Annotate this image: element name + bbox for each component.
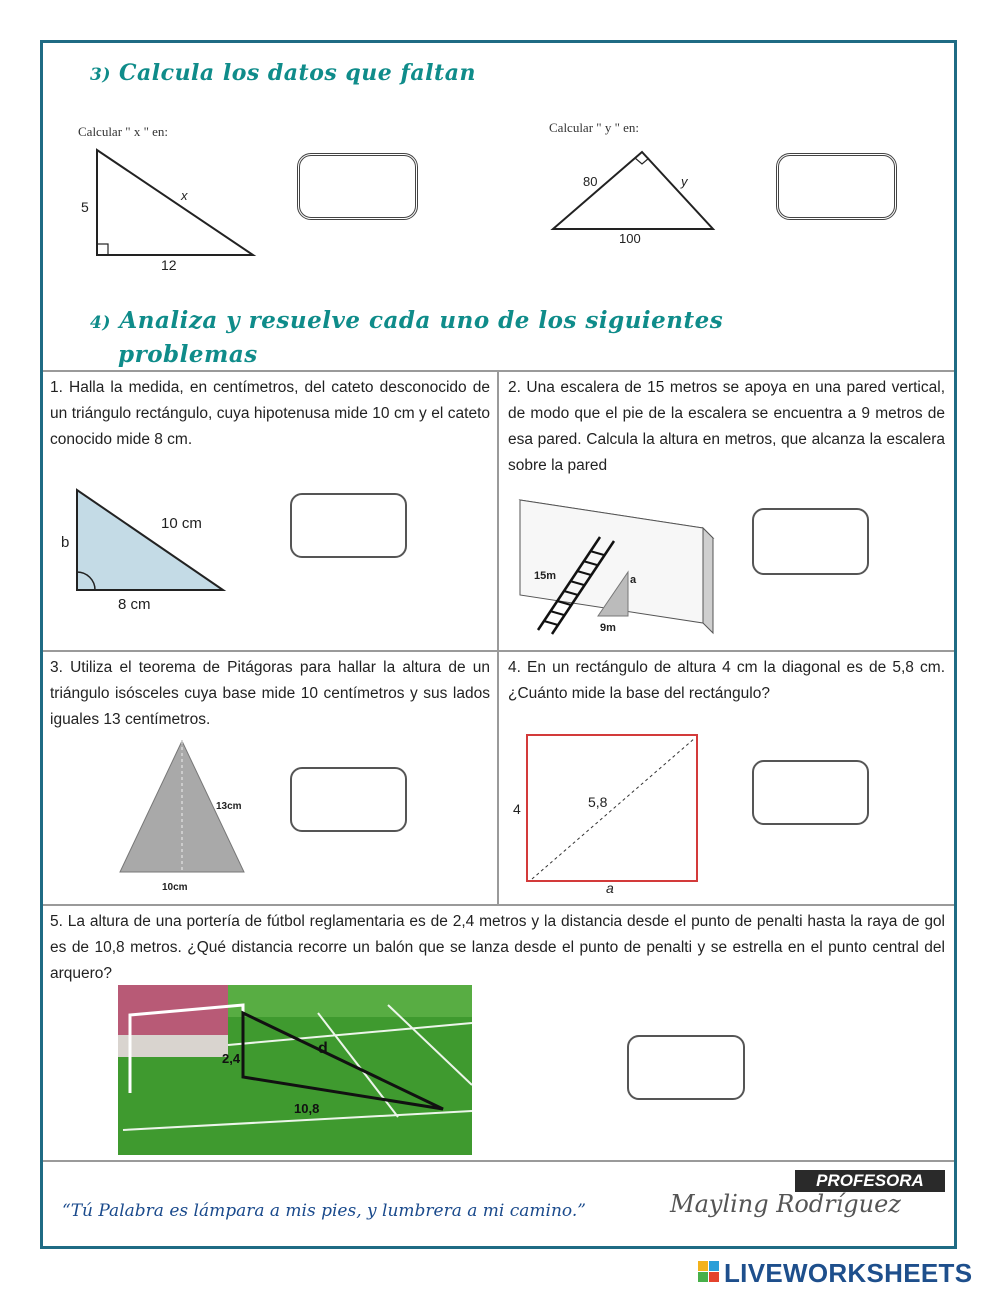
grid-vertical-line xyxy=(497,370,499,905)
grid-bottom-line xyxy=(43,1160,954,1162)
section-4-line2: problemas xyxy=(118,341,258,368)
problem-2-label-base: 9m xyxy=(600,622,616,634)
problem-2-figure xyxy=(518,490,723,635)
section-3-text: Calcula los datos que faltan xyxy=(119,60,476,86)
teacher-signature: Mayling Rodríguez xyxy=(670,1190,901,1218)
problem-3-label-side: 13cm xyxy=(216,801,242,812)
problem-1-label-b: b xyxy=(61,534,70,551)
problem-1-figure xyxy=(55,480,235,615)
answer-box-problem-2[interactable] xyxy=(752,508,869,575)
problem-2-label-ladder: 15m xyxy=(534,570,557,582)
teacher-badge-text: PROFESORA xyxy=(816,1171,924,1190)
liveworksheets-logo-text: LIVEWORKSHEETS xyxy=(724,1258,973,1288)
answer-box-x[interactable] xyxy=(297,153,418,220)
answer-box-y[interactable] xyxy=(776,153,897,220)
problem-1-label-hyp: 10 cm xyxy=(161,515,202,532)
label-x: x xyxy=(181,188,188,203)
label-y: y xyxy=(681,174,688,189)
answer-box-problem-5[interactable] xyxy=(627,1035,745,1100)
footer-quote: “Tú Palabra es lámpara a mis pies, y lumbrera a mi camino.” xyxy=(62,1201,586,1221)
exercise-y-prompt: Calcular " y " en: xyxy=(549,120,640,135)
section-4-number: 4) xyxy=(90,313,111,333)
problem-3-label-base: 10cm xyxy=(162,882,188,893)
problem-5-label-distance: d xyxy=(318,1040,328,1057)
section-4-line1: Analiza y resuelve cada uno de los siguientes xyxy=(119,307,724,334)
right-triangle-y-figure xyxy=(545,140,725,250)
teacher-badge xyxy=(795,1170,945,1192)
problem-4-figure xyxy=(508,730,708,895)
problem-5-text: 5. La altura de una portería de fútbol reglamentaria es de 2,4 metros y la distancia desde el punto de penalti hasta la raya de gol es de 10,8 metros. ¿Qué distancia recorre un balón que se lanza desde el punto de penalti y se estrella en el punto central del arquero? xyxy=(50,913,945,982)
problem-5-label-height: 2,4 xyxy=(222,1051,241,1066)
problem-2-label-height: a xyxy=(630,574,637,586)
section-3-number: 3) xyxy=(90,65,111,85)
right-triangle-x-figure xyxy=(75,140,275,275)
problem-3-text: 3. Utiliza el teorema de Pitágoras para hallar la altura de un triángulo isósceles cuya base mide 10 centímetros y sus lados iguales 13 centímetros. xyxy=(50,659,490,728)
answer-box-problem-3[interactable] xyxy=(290,767,407,832)
problem-2-text: 2. Una escalera de 15 metros se apoya en una pared vertical, de modo que el pie de la escalera se encuentra a 9 metros de esa pared. Calcula la altura en metros, que alcanza la escalera sobre la pared xyxy=(508,379,945,474)
problem-5-label-base: 10,8 xyxy=(294,1101,320,1116)
problem-4-label-base: a xyxy=(606,880,614,895)
label-5: 5 xyxy=(81,199,89,215)
section-4-title xyxy=(90,305,870,371)
problem-3-figure xyxy=(112,738,272,896)
answer-box-problem-1[interactable] xyxy=(290,493,407,558)
label-100: 100 xyxy=(619,231,641,246)
problem-4-text: 4. En un rectángulo de altura 4 cm la diagonal es de 5,8 cm. ¿Cuánto mide la base del rectángulo? xyxy=(508,659,945,702)
liveworksheets-logo-icon xyxy=(698,1261,720,1283)
label-80: 80 xyxy=(583,174,598,189)
liveworksheets-logo xyxy=(698,1258,998,1288)
exercise-x-prompt: Calcular " x " en: xyxy=(78,124,169,139)
problem-1-text: 1. Halla la medida, en centímetros, del cateto desconocido de un triángulo rectángulo, cuya hipotenusa mide 10 cm y el cateto conocido mide 8 cm. xyxy=(50,379,490,448)
problem-4-label-height: 4 xyxy=(513,801,521,817)
problem-1-label-base: 8 cm xyxy=(118,596,151,613)
answer-box-problem-4[interactable] xyxy=(752,760,869,825)
soccer-field-image xyxy=(118,985,472,1155)
label-12: 12 xyxy=(161,257,177,273)
section-3-title xyxy=(90,60,476,86)
problem-4-label-diagonal: 5,8 xyxy=(588,794,608,810)
